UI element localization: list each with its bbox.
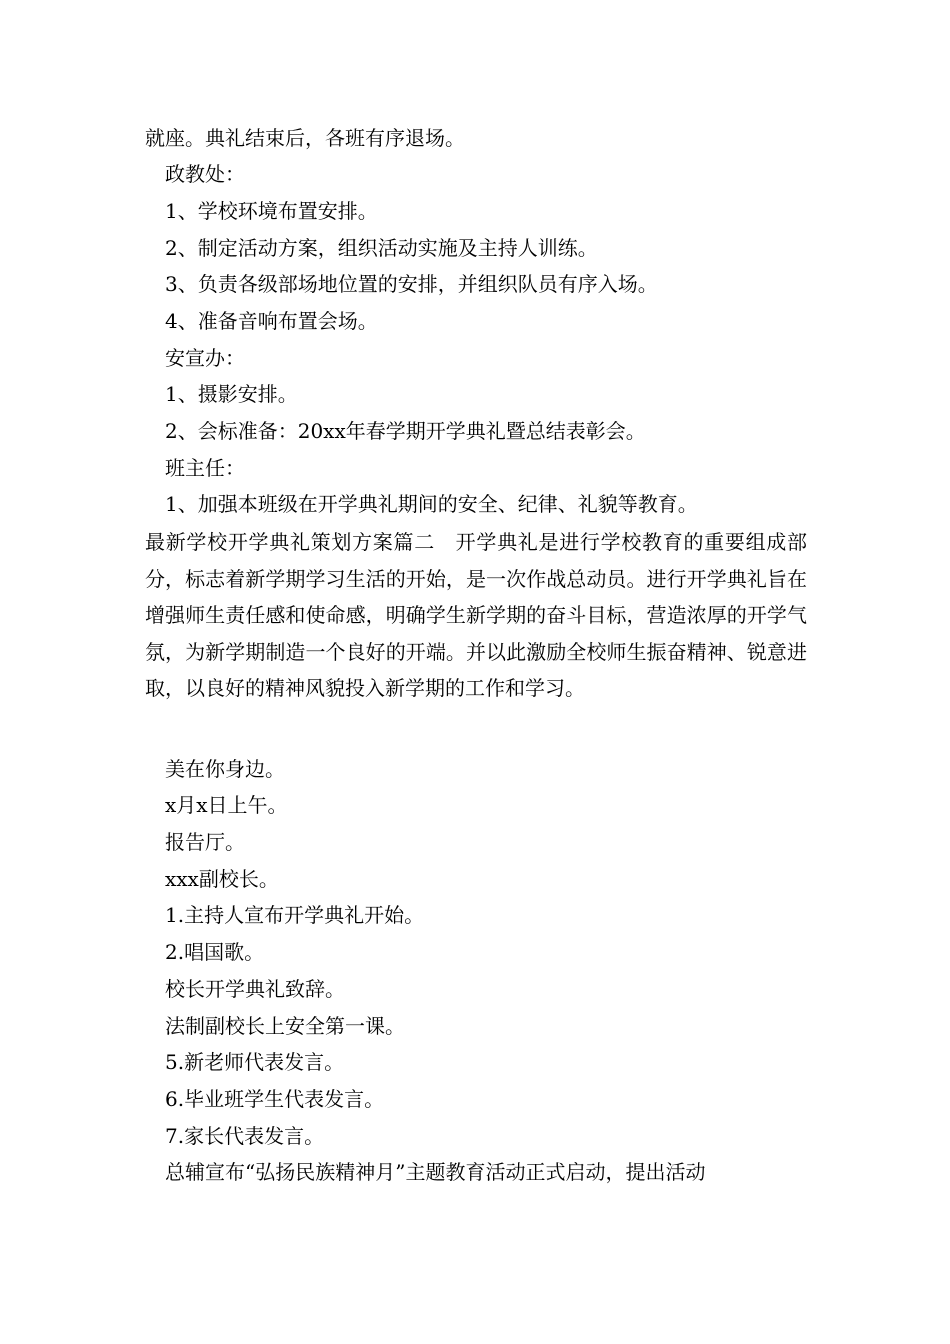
list-item: 1、加强本班级在开学典礼期间的安全、纪律、礼貌等教育。 xyxy=(165,492,698,516)
body-paragraph: 最新学校开学典礼策划方案篇二 开学典礼是进行学校教育的重要组成部分，标志着新学期学习生活的开始，是一次作战总动员。进行开学典礼旨在增强师生责任感和使命感，明确学生新学期的奋斗目标，营造浓厚的开学气氛，为新学期制造一个良好的开端。并以此激励全校师生振奋精神、锐意进取，以良好的精神风貌投入新学期的工作和学习。 xyxy=(145,530,807,701)
text-line: x月x日上午。 xyxy=(165,793,288,817)
text-line: 报告厅。 xyxy=(165,830,245,854)
section-heading-anxuanban: 安宣办： xyxy=(165,346,245,370)
text-line: 校长开学典礼致辞。 xyxy=(165,977,345,1001)
list-item: 7.家长代表发言。 xyxy=(165,1124,325,1148)
list-item: 3、负责各级部场地位置的安排，并组织队员有序入场。 xyxy=(165,272,658,296)
list-item: 5.新老师代表发言。 xyxy=(165,1050,345,1074)
text-line: xxx副校长。 xyxy=(165,867,279,891)
list-item: 1、学校环境布置安排。 xyxy=(165,199,378,223)
list-item: 1、摄影安排。 xyxy=(165,382,298,406)
list-item: 4、准备音响布置会场。 xyxy=(165,309,378,333)
text-line: 就座。典礼结束后，各班有序退场。 xyxy=(145,126,465,150)
text-line: 法制副校长上安全第一课。 xyxy=(165,1014,405,1038)
section-heading-zhengjiaochu: 政教处： xyxy=(165,162,245,186)
text-line: 美在你身边。 xyxy=(165,757,285,781)
list-item: 2、会标准备：20xx年春学期开学典礼暨总结表彰会。 xyxy=(165,419,646,443)
list-item: 6.毕业班学生代表发言。 xyxy=(165,1087,385,1111)
text-line: 总辅宣布“弘扬民族精神月”主题教育活动正式启动，提出活动 xyxy=(165,1160,706,1184)
section-heading-banzhuren: 班主任： xyxy=(165,456,245,480)
list-item: 1.主持人宣布开学典礼开始。 xyxy=(165,903,425,927)
list-item: 2.唱国歌。 xyxy=(165,940,265,964)
list-item: 2、制定活动方案，组织活动实施及主持人训练。 xyxy=(165,236,598,260)
